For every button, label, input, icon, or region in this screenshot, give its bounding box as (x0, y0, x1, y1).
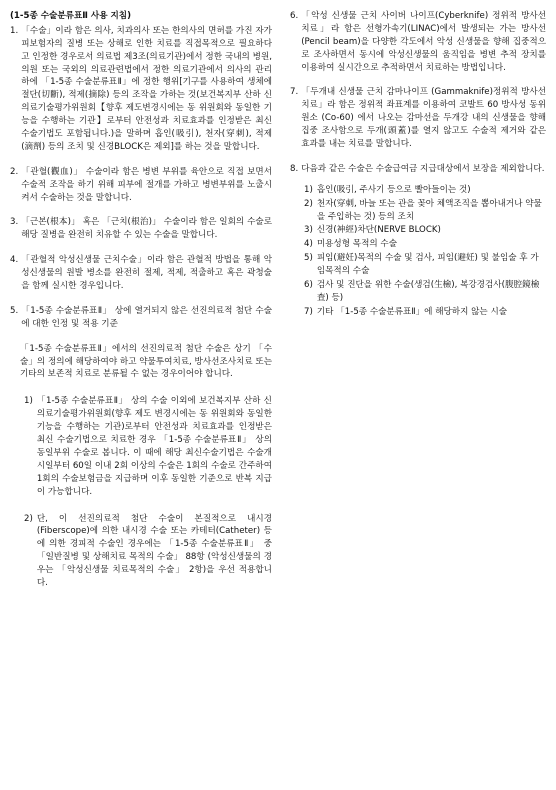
clause-5-sub-1 (24, 395, 272, 498)
list-item (304, 238, 546, 251)
clause-number: 6. (290, 11, 299, 21)
right-column (290, 10, 546, 320)
list-text: 피임(避妊)목적의 수술 및 검사, 피임(避妊) 및 불임술 후 가임목적의 수술 (316, 253, 539, 277)
sub-number: 1) (24, 396, 33, 407)
clause-6 (290, 10, 546, 74)
list-number: 4) (304, 239, 313, 250)
list-number: 7) (304, 306, 313, 317)
list-number: 6) (304, 280, 313, 291)
clause-4 (10, 254, 272, 293)
clause-text: 「두개내 신생물 근치 감마나이프 (Gammaknife)정위적 방사선 치료」라 함은 정위적 좌표계를 이용하여 코발트 60 방사성 동위원소 (Co-60) 에서 나오는 감마선을 두개강 내의 신생물을 향해 집중 조사함으로 두개(頭蓋)를 열지 않고도 수술적 제거와 같은 효과를 내는 치료를 말합니다. (301, 87, 546, 150)
clause-text: 「수술」이라 함은 의사, 치과의사 또는 한의사의 면허를 가진 자가 피보험자의 질병 또는 상해로 인한 치료를 직접목적으로 필요하다고 인정한 경우로서 의료법 제3조(의료기관)에서 정한 국내의 병원, 의원 또는 국외의 의료관련법에서 정한 의료기관에서 의사의 관리하에 「1-5종 수술분류표Ⅱ」에 정한 행위[기구를 사용하여 생체에 절단(切斷), 적제(摘除) 등의 조작을 가하는 것(보건복지부 산하 신의료기술평가위원회【향후 제도변경시에는 동 위원회와 동일한 기능을 수행하는 기관】로부터 안전성과 치료효과를 인정받은 최신 수술기법도 포함됩니다.)을 말하며 흡인(吸引), 천자(穿刺), 적제(滴劑) 등의 조치 및 신경BLOCK은 제외]를 하는 것을 말합니다. (21, 25, 272, 152)
clause-text: 「악성 신생물 근치 사이버 나이프(Cyberknife) 정위적 방사선 치료」라 함은 선형가속기(LINAC)에서 발생되는 가는 방사선(Pencil beam)을 다양한 각도에서 악성 신생물을 향해 집중적으로 조사하면서 동시에 악성신생물의 움직임을 병변 추적 장치를 이용하여 실시간으로 추적하면서 치료하는 방법입니다. (301, 11, 546, 73)
clause-number: 1. (10, 25, 19, 36)
clause-number: 4. (10, 255, 19, 266)
list-item (304, 224, 546, 237)
sub-number: 2) (24, 513, 33, 524)
clause-number: 3. (10, 217, 19, 228)
clause-7 (290, 86, 546, 150)
list-text: 검사 및 진단을 위한 수술(생검(生檢), 복강경검사(腹腔鏡檢査) 등) (316, 280, 540, 303)
clause-number: 5. (10, 305, 19, 316)
clause-1 (10, 25, 272, 154)
clause-text: 「관혈적 악성신생물 근치수술」이라 함은 관혈적 방법을 통해 악성신생물의 원발 병소를 완전히 절제, 적제, 적출하고 혹은 곽청술을 함께 실시한 경우입니다. (21, 255, 272, 292)
list-text: 기타 「1-5종 수술분류표Ⅱ」에 해당하지 않는 시술 (316, 306, 508, 317)
list-number: 5) (304, 253, 313, 264)
list-text: 미용성형 목적의 수술 (316, 239, 398, 250)
clause-2 (10, 166, 272, 205)
clause-text: 다음과 같은 수술은 수술급여금 지급대상에서 보장을 제외합니다. (301, 163, 545, 174)
left-column (10, 10, 272, 604)
clause-3 (10, 216, 272, 242)
sub-text: 단, 이 선진의료적 첨단 수술이 본질적으로 내시경(Fiberscope)에 의한 내시경 수술 또는 카테터(Catheter) 등에 의한 경피적 수술인 경우에는 「1-5종 수술분류표Ⅱ」 중 「일반질병 및 상해치료 목적의 수술」 88항 (악성신생물의 경우는 「악성신생물 치료목적의 수술」 2항)을 우선 적용합니다. (36, 513, 272, 588)
clause-number: 7. (290, 87, 299, 98)
clause-5 (10, 305, 272, 331)
clause-5-sub-2 (24, 513, 272, 590)
clause-text: 「1-5종 수술분류표Ⅱ」 상에 열거되지 않은 선진의료적 첨단 수술에 대한 인정 및 적용 기준 (21, 305, 272, 329)
exclusion-list (304, 184, 546, 319)
list-number: 2) (304, 198, 313, 209)
list-item (304, 198, 546, 224)
list-item (304, 252, 546, 278)
clause-number: 2. (10, 166, 19, 177)
sub-text: 「1-5종 수술분류표Ⅱ」 상의 수술 이외에 보건복지부 산하 신의료기술평가위원회(향후 제도 변경시에는 동 위원회와 동일한 기능을 수행하는 기관)로부터 안전성과 치료효과를 인정받은 최신 수술기법으로 치료한 경우 「1-5종 수술분류표Ⅱ」 상의 동일부위 수술로 봅니다. 이 때에 해당 최신수술기법은 수술개시일부터 60일 이내 2회 이상의 수술은 1회의 수술로 간주하여 1회의 수술보험금을 지급하며 이후 동일한 기준으로 반복 지급이 가능합니다. (36, 396, 272, 497)
clause-number: 8. (290, 163, 299, 174)
list-text: 천자(穿刺, 바늘 또는 관을 꽂아 체액조직을 뽑아내거나 약물을 주입하는 것) 등의 조치 (316, 198, 542, 222)
list-number: 3) (304, 225, 313, 236)
clause-text: 「관혈(觀血)」 수술이라 함은 병변 부위를 육안으로 직접 보면서 수술적 조작을 하기 위해 피부에 절개를 가하고 병변부위를 노출시켜서 수술하는 것을 말합니다. (21, 166, 272, 203)
list-text: 흡인(吸引, 주사기 등으로 빨아들이는 것) (316, 184, 471, 195)
list-text: 신경(神經)차단(NERVE BLOCK) (316, 225, 441, 236)
list-item (304, 306, 546, 319)
list-item (304, 184, 546, 197)
clause-5-paragraph: 「1-5종 수술분류표Ⅱ」에서의 선진의료적 첨단 수술은 상기 「수술」의 정의에 해당하여야 하고 약물투여치료, 방사선조사치료 또는 기타의 보존적 치료로 분류될 수 없는 경우이어야 합니다. (20, 343, 272, 380)
clause-text: 「근본(根本)」 혹은 「근치(根治)」 수술이라 함은 일회의 수술로 해당 질병을 완전히 치유할 수 있는 수술을 말합니다. (21, 217, 272, 241)
document-title: (1-5종 수술분류표Ⅱ 사용 지침) (10, 11, 132, 21)
list-item (304, 279, 546, 305)
clause-8 (290, 163, 546, 176)
list-number: 1) (304, 184, 313, 195)
